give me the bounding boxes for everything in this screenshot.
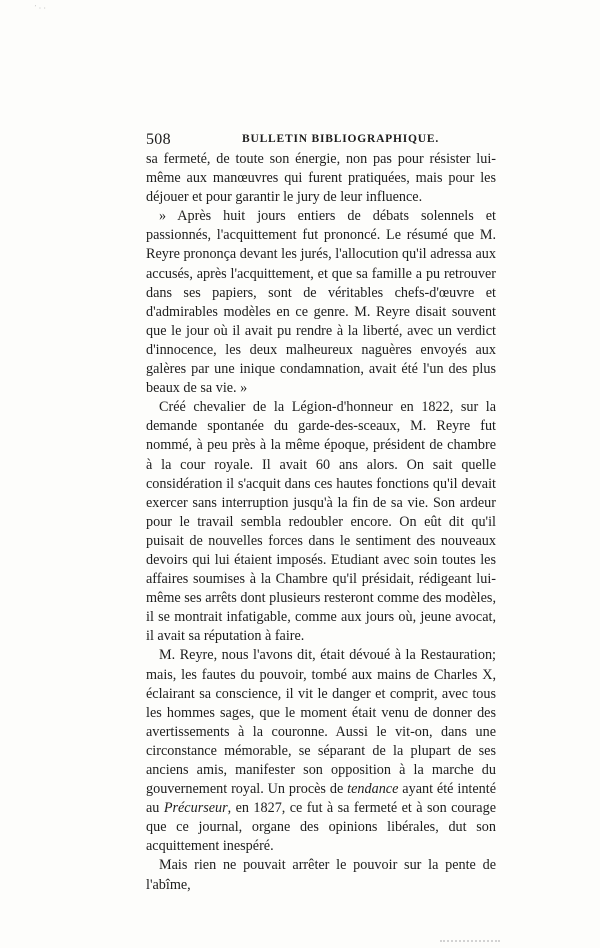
paragraph-5: Mais rien ne pouvait arrêter le pouvoir sur la pente de l'abîme,	[146, 857, 496, 893]
page-number: 508	[146, 131, 171, 148]
tendance-emphasis: tendance	[347, 781, 399, 798]
paragraph-2: » Après huit jours entiers de débats solennels et passionnés, l'acquittement fut prononcé. Le résumé que M. Reyre prononça devant les jurés, l'allocution qu'il adressa aux accusés, après l'acquittement, et que sa famille a pu retrouver dans ses papiers, sont de véritables chefs-d'œuvre et d'admirables modèles en ce genre. M. Reyre disait souvent que le jour où il avait pu rendre à la liberté, avec un verdict d'innocence, les deux malheureux naguères envoyés aux galères par une inique condamnation, avait été l'un des plus beaux de sa vie. »	[146, 208, 496, 397]
paragraph-4-part-3: , en 1827, ce fut à sa fermeté et à son courage que ce journal, organe des opinions libérales, dut son acquittement inespéré.	[146, 800, 496, 855]
paragraph-4	[146, 646, 496, 856]
running-title: BULLETIN BIBLIOGRAPHIQUE.	[242, 133, 440, 145]
bottom-scan-mark	[440, 940, 500, 945]
body-text	[146, 150, 496, 895]
paragraph-3: Créé chevalier de la Légion-d'honneur en 1822, sur la demande spontanée du garde-des-sceaux, M. Reyre fut nommé, à peu près à la même époque, président de chambre à la cour royale. Il avait 60 ans alors. On sait quelle considération il s'acquit dans ces hautes fonctions qu'il devait exercer sans interruption jusqu'à la fin de sa vie. Son ardeur pour le travail sembla redoubler encore. On eût dit qu'il puisait de nouvelles forces dans le sentiment des nouveaux devoirs qui lui étaient imposés. Etudiant avec soin toutes les affaires soumises à la Chambre qu'il présidait, rédigeant lui-même ses arrêts dont plusieurs resteront comme des modèles, il se montrait infatigable, comme aux jours où, jeune avocat, il avait sa réputation à faire.	[146, 399, 496, 645]
corner-mark: ᾽ · ·	[34, 4, 46, 13]
page-header	[146, 131, 496, 149]
precurseur-emphasis: Précurseur	[163, 800, 228, 817]
paragraph-4-part-1: M. Reyre, nous l'avons dit, était dévoué à la Restauration; mais, les fautes du pouvoir, tombé aux mains de Charles X, éclairant sa conscience, il vit le danger et comprit, avec tous les hommes sages, que le moment était venu de donner des avertissements à la couronne. Aussi le vit-on, dans une circonstance mémorable, se séparant de la plupart de ses anciens amis, manifester son opposition à la marche du gouvernement royal. Un procès de	[146, 647, 496, 798]
paragraph-4-part-2: ayant été intenté au	[146, 781, 496, 817]
paragraph-1: sa fermeté, de toute son énergie, non pas pour résister lui-même aux manœuvres qui furent pratiquées, mais pour les déjouer et pour garantir le jury de leur influence.	[146, 151, 496, 206]
